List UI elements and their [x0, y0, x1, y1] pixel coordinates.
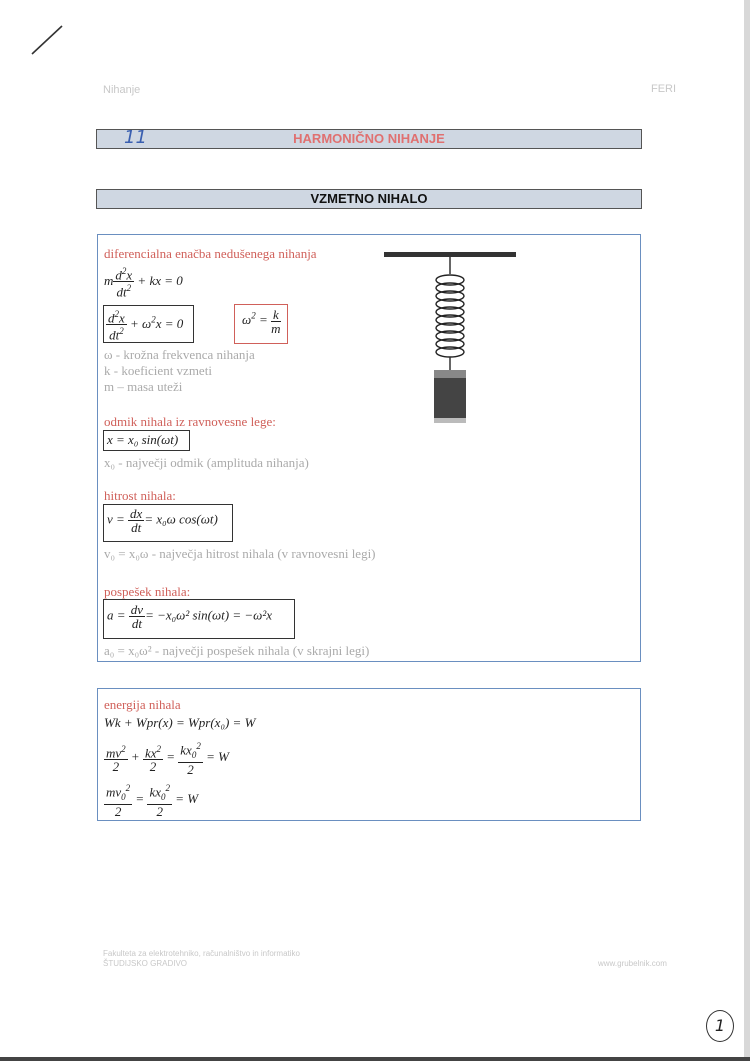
energy-eq-2: $\frac{mv^2}{2}$ + $\frac{kx^2}{2}$ = $\frac{kx_0^2}{2}$ = W: [106, 741, 229, 777]
velocity-heading: hitrost nihala:: [104, 488, 176, 503]
accel-note: a₀ = x₀ω² - največji pospešek nihala (v skrajni legi): [104, 643, 370, 658]
footer-right: www.grubelnik.com: [598, 959, 667, 968]
subtitle-text: VZMETNO NIHALO: [310, 191, 428, 206]
energy-eq-1: Wk + Wpr(x) = Wpr(x₀) = W: [104, 715, 256, 730]
energy-heading: energija nihala: [104, 697, 181, 712]
diff-eq-heading: diferencialna enačba nedušenega nihanja: [104, 246, 317, 261]
omega-legend-3: m – masa uteži: [104, 379, 183, 394]
displacement-note: x₀ - največji odmik (amplituda nihanja): [104, 455, 309, 470]
title-text: HARMONIČNO NIHANJE: [293, 131, 445, 146]
page-number: 1: [714, 1016, 726, 1035]
omega-def-eq: $\omega^2$ = $\frac{k}{m}$: [242, 307, 281, 336]
footer-left: [103, 949, 300, 969]
displacement-heading: odmik nihala iz ravnovesne lege:: [104, 414, 276, 429]
header-right: FERI: [651, 83, 677, 95]
energy-eq-3: $\frac{mv_0^2}{2}$ = $\frac{kx_0^2}{2}$ = W: [106, 783, 199, 819]
title-bar: [96, 129, 642, 149]
velocity-note: v₀ = x₀ω - največja hitrost nihala (v ravnovesni legi): [104, 546, 376, 561]
spring-mass-illustration: [380, 248, 520, 433]
diff-eq-1: m $\frac{d^2x}{dt^2}$ + kx = 0: [104, 266, 183, 300]
scan-edge-bottom: [0, 1057, 750, 1061]
footer-faculty: Fakulteta za elektrotehniko, računalništvo in informatiko: [103, 949, 300, 958]
page-number-circle: [706, 1010, 734, 1042]
header-left: Nihanje: [103, 84, 141, 96]
subtitle-bar: [96, 189, 642, 209]
accel-eq: a = $\frac{dv}{dt}$ = −x₀ω² sin(ωt) = −ω²x: [107, 602, 272, 631]
velocity-eq: v = $\frac{dx}{dt}$ = x₀ω cos(ωt): [107, 506, 218, 535]
handwritten-section-number: 11: [124, 127, 147, 148]
accel-heading: pospešek nihala:: [104, 584, 191, 599]
diff-eq-2: $\frac{d^2x}{dt^2}$ + $\omega^2x = 0$: [108, 309, 184, 343]
scan-edge-right: [744, 0, 750, 1061]
omega-legend-2: k - koeficient vzmeti: [104, 363, 212, 378]
omega-legend-1: ω - krožna frekvenca nihanja: [104, 347, 255, 362]
footer-material: ŠTUDIJSKO GRADIVO: [103, 959, 188, 968]
displacement-eq: x = x₀ sin(ωt): [107, 432, 179, 447]
pen-stroke-mark: [28, 22, 68, 58]
